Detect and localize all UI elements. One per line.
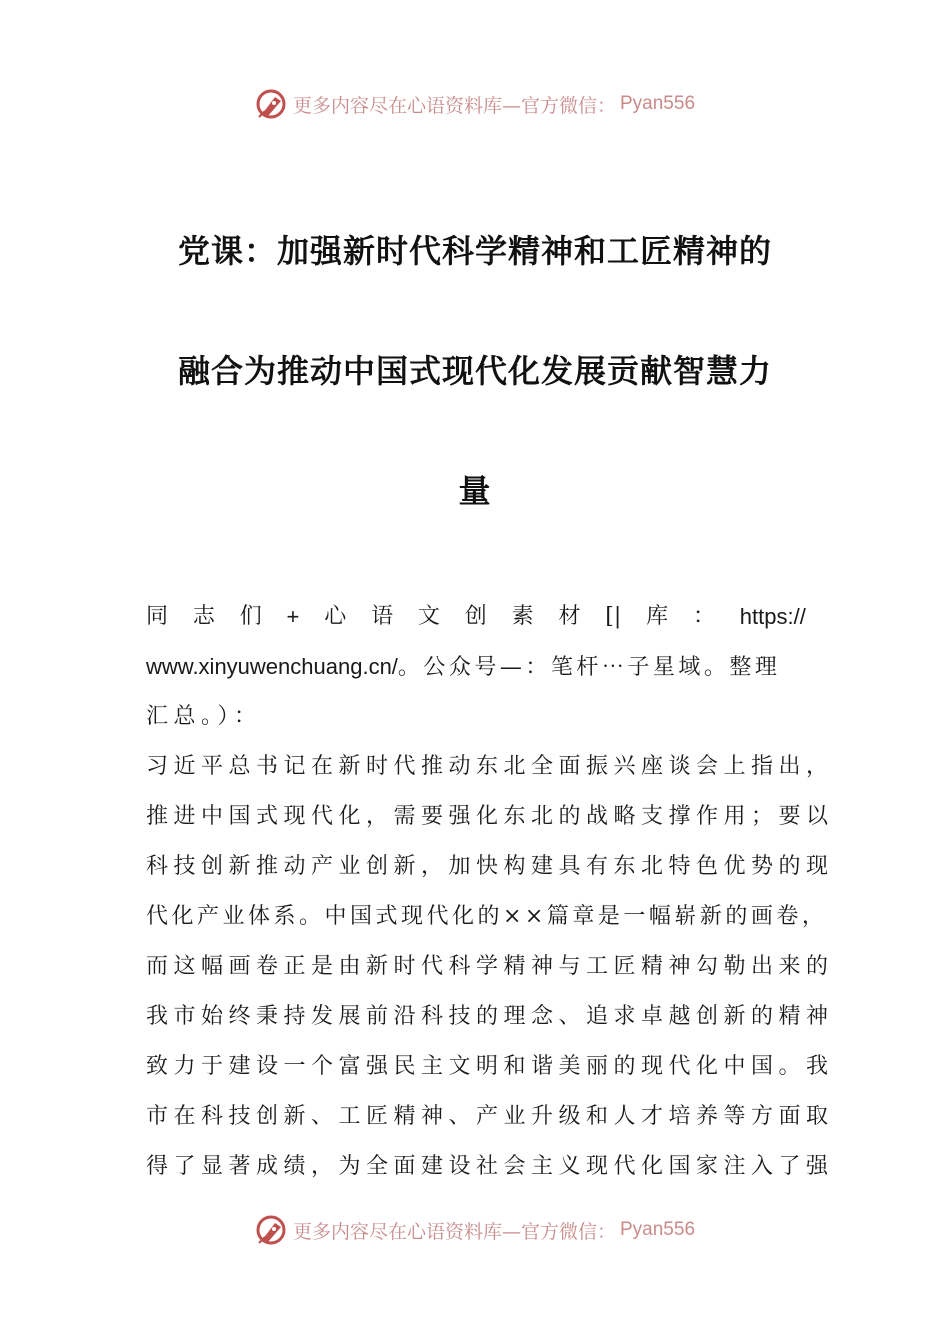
intro-token: 材 xyxy=(558,604,581,629)
paragraph-line-9: 得了显著成绩，为全面建设社会主义现代化国家注入了强 xyxy=(146,1154,834,1179)
intro-token: 心 xyxy=(324,604,347,629)
intro-token: 素 xyxy=(511,604,534,629)
intro-line-1 xyxy=(146,602,806,632)
header-banner xyxy=(0,84,950,124)
paragraph-line-5: 而这幅画卷正是由新时代科学精神与工匠精神勾勒出来的 xyxy=(146,954,834,979)
banner-wechat-id: Pyan556 xyxy=(620,93,696,114)
intro-token: 文 xyxy=(417,604,440,629)
banner-text: 更多内容尽在心语资料库—官方微信： xyxy=(292,94,616,117)
banner-wechat-id: Pyan556 xyxy=(620,1219,696,1240)
intro-token: 创 xyxy=(464,604,487,629)
intro-token: 库 xyxy=(646,604,669,629)
banner-text: 更多内容尽在心语资料库—官方微信： xyxy=(292,1220,616,1243)
title-line-3: 量 xyxy=(458,472,492,510)
paragraph-line-6: 我市始终秉持发展前沿科技的理念、追求卓越创新的精神 xyxy=(146,1004,834,1029)
intro-line-2-rest: 。公众号—：笔杆⋯子星域。整理 xyxy=(397,655,781,680)
intro-token: + xyxy=(286,604,300,629)
title-line-1: 党课：加强新时代科学精神和工匠精神的 xyxy=(177,232,772,270)
paragraph-line-4: 代化产业体系。中国式现代化的××篇章是一幅崭新的画卷， xyxy=(146,904,828,929)
paragraph-line-7: 致力于建设一个富强民主文明和谐美丽的现代化中国。我 xyxy=(146,1054,834,1079)
title-line-2: 融合为推动中国式现代化发展贡献智慧力 xyxy=(177,352,772,390)
intro-url-prefix[interactable]: https:// xyxy=(739,604,806,629)
paragraph-line-3: 科技创新推动产业创新，加快构建具有东北特色优势的现 xyxy=(146,854,834,879)
footer-banner xyxy=(0,1210,950,1250)
intro-url[interactable]: www.xinyuwenchuang.cn/ xyxy=(146,654,398,679)
intro-line-2 xyxy=(146,652,806,682)
intro-token: ： xyxy=(692,604,715,629)
intro-token: [| xyxy=(605,604,622,629)
intro-token: 同 xyxy=(146,604,169,629)
paragraph-line-1: 习近平总书记在新时代推动东北全面振兴座谈会上指出， xyxy=(146,754,834,779)
intro-token: 志 xyxy=(192,604,215,629)
paragraph-line-8: 市在科技创新、工匠精神、产业升级和人才培养等方面取 xyxy=(146,1104,834,1129)
intro-line-3: 汇总。）： xyxy=(146,704,262,729)
intro-token: 语 xyxy=(371,604,394,629)
pen-nib-logo-icon xyxy=(255,87,289,121)
intro-token: 们 xyxy=(239,604,262,629)
pen-nib-logo-icon xyxy=(255,1213,289,1247)
paragraph-line-2: 推进中国式现代化，需要强化东北的战略支撑作用；要以 xyxy=(146,804,834,829)
